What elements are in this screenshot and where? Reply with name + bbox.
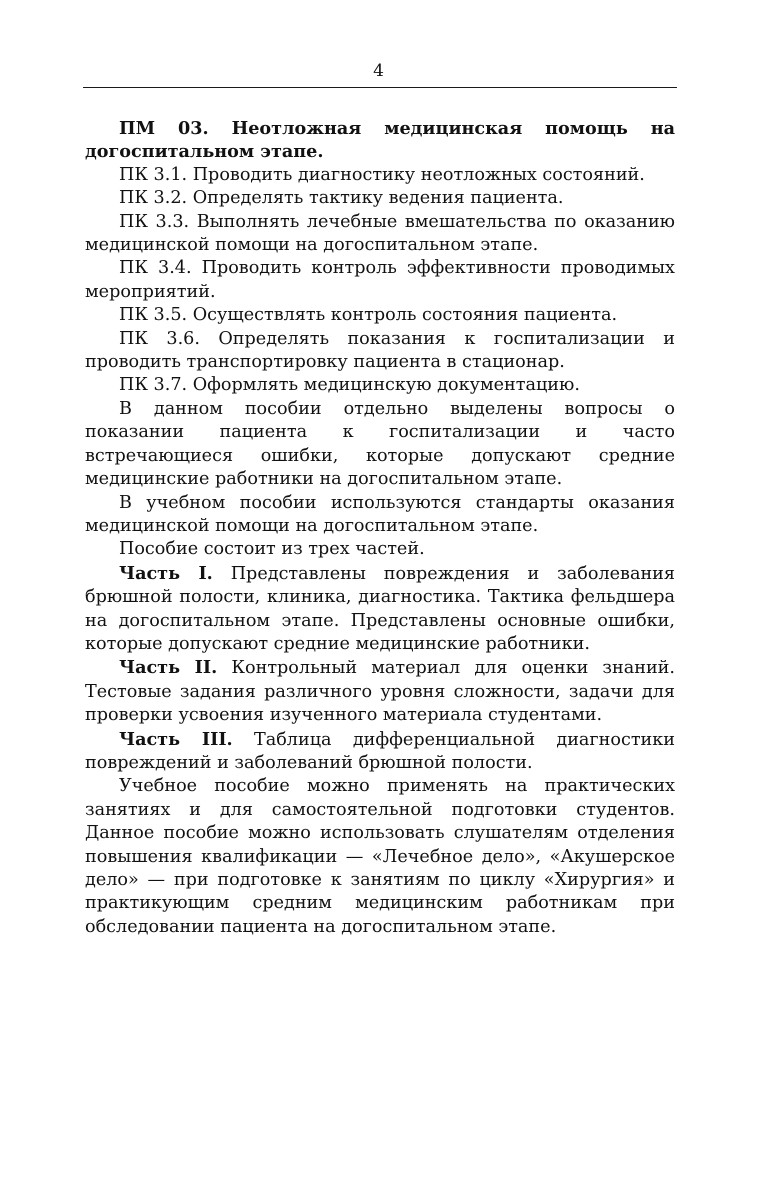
competency-item: ПК 3.7. Оформлять медицинскую документацию. <box>119 375 580 396</box>
part-label: Часть II. <box>119 657 218 679</box>
page-body <box>85 117 675 939</box>
competency-item: ПК 3.6. Определять показания к госпитализации и проводить транспортировку пациента в стационар. <box>85 328 675 373</box>
part-label: Часть III. <box>119 728 233 750</box>
competency-item: ПК 3.3. Выполнять лечебные вмешательства по оказанию медицинской помощи на догоспитальном этапе. <box>85 211 675 256</box>
closing-paragraph: Учебное пособие можно применять на практических занятиях и для самостоятельной подготовки студентов. Данное пособие можно использовать слушателям отделения повышения квалификации — «Лечебное дело», «Акушерское дело» — при подготовке к занятиям по циклу «Хирургия» и практикующим средним медицинским работникам при обследовании пациента на догоспитальном этапе. <box>85 776 675 937</box>
competency-item: ПК 3.4. Проводить контроль эффективности проводимых мероприятий. <box>85 258 675 302</box>
page-number: 4 <box>373 61 384 81</box>
part-label: Часть I. <box>119 562 213 584</box>
part-text: Представлены повреждения и заболевания брюшной полости, клиника, диагностика. Тактика фельдшера на догоспитальном этапе. Представлены основные ошибки, которые допускают средние медицинские работники. <box>85 563 675 654</box>
part-description <box>85 562 675 657</box>
body-paragraph: В данном пособии отдельно выделены вопросы о показании пациента к госпитализации и часто встречающиеся ошибки, которые допускают средние медицинские работники на догоспитальном этапе. <box>85 398 675 490</box>
part-text: Таблица дифференциальной диагностики повреждений и заболеваний брюшной полости. <box>85 729 675 773</box>
competency-item: ПК 3.1. Проводить диагностику неотложных состояний. <box>119 164 645 185</box>
competency-item: ПК 3.5. Осуществлять контроль состояния пациента. <box>119 305 618 326</box>
part-text: Контрольный материал для оценки знаний. Тестовые задания различного уровня сложности, задачи для проверки усвоения изученного материала студентами. <box>85 658 675 726</box>
header-rule <box>83 87 677 88</box>
body-paragraph: В учебном пособии используются стандарты оказания медицинской помощи на догоспитальном этапе. <box>85 492 675 536</box>
competency-item: ПК 3.2. Определять тактику ведения пациента. <box>119 188 564 209</box>
module-heading: ПМ 03. Неотложная медицинская помощь на догоспитальном этапе. <box>85 118 675 163</box>
part-description <box>85 656 675 727</box>
body-paragraph: Пособие состоит из трех частей. <box>119 539 425 560</box>
part-description <box>85 728 675 776</box>
